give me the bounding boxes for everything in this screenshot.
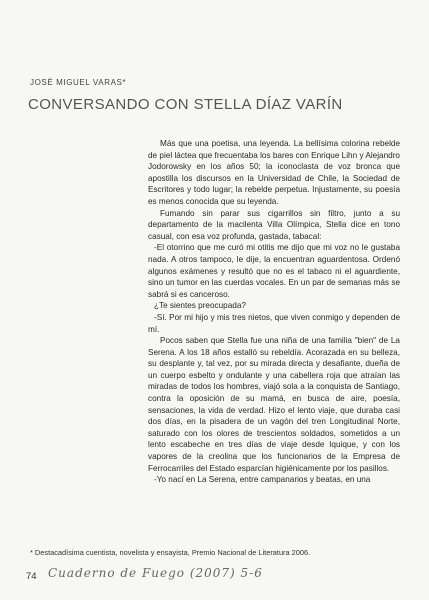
- page-number: 74: [26, 571, 37, 582]
- footnote: * Destacadísima cuentista, novelista y ensayista, Premio Nacional de Literatura 2006.: [30, 548, 311, 557]
- paragraph: Fumando sin parar sus cigarrillos sin filtro, junto a su departamento de la macilenta Villa Olímpica, Stella dice en tono casual, con esa voz profunda, gastada, tabacal:: [148, 208, 400, 241]
- handwritten-annotation: Cuaderno de Fuego (2007) 5-6: [48, 566, 263, 580]
- article-body: [148, 138, 400, 486]
- paragraph: Pocos saben que Stella fue una niña de una familia "bien" de La Serena. A los 18 años estalló su rebeldía. Acorazada en su belleza, su desplante y, tal vez, por su mirada directa y desafiante, dueña de un cuerpo esbelto y ondulante y una cabellera roja que atraían las miradas de todos los hombres, viajó sola a la conquista de Santiago, contra la oposición de su mamá, en busca de aire, poesía, sensaciones, la vida de verdad. Hizo el lento viaje, que duraba casi dos días, en la pisadera de un vagón del tren Longitudinal Norte, saturado con los olores de trescientos soldados, sometidos a un lento escabeche en tres días de viaje desde Iquique, y con los vapores de la creolina que los funcionarios de la Empresa de Ferrocarriles del Estado esparcían higiénicamente por los pasillos.: [148, 336, 400, 473]
- author-name: JOSÉ MIGUEL VARAS*: [30, 78, 127, 87]
- dialogue-line: -Sí. Por mi hijo y mis tres nietos, que viven conmigo y dependen de mí.: [148, 312, 400, 334]
- dialogue-line: ¿Te sientes preocupada?: [154, 301, 246, 311]
- paragraph: Más que una poetisa, una leyenda. La bellísima colorina rebelde de piel láctea que frecuentaba los bares con Enrique Lihn y Alejandro Jodorowsky en los años 50; la iconoclasta de voz bronca que apostilla los discursos en la Universidad de Chile, la Sociedad de Escritores y todo lugar; la rebelde perpetua. Injustamente, su poesía es menos conocida que su leyenda.: [148, 139, 400, 206]
- dialogue-line: -El otorrino que me curó mi otitis me dijo que mi voz no le gustaba nada. A otros tampoco, le dije, la encuentran aguardentosa. Ordenó algunos exámenes y resultó que no es el tabaco ni el aguardiente, sino un tumor en las cuerdas vocales. En un par de semanas más se sabrá si es canceroso.: [148, 243, 400, 299]
- dialogue-line: -Yo nací en La Serena, entre campanarios y beatas, en una: [154, 475, 371, 485]
- article-title: CONVERSANDO CON STELLA DÍAZ VARÍN: [28, 96, 343, 113]
